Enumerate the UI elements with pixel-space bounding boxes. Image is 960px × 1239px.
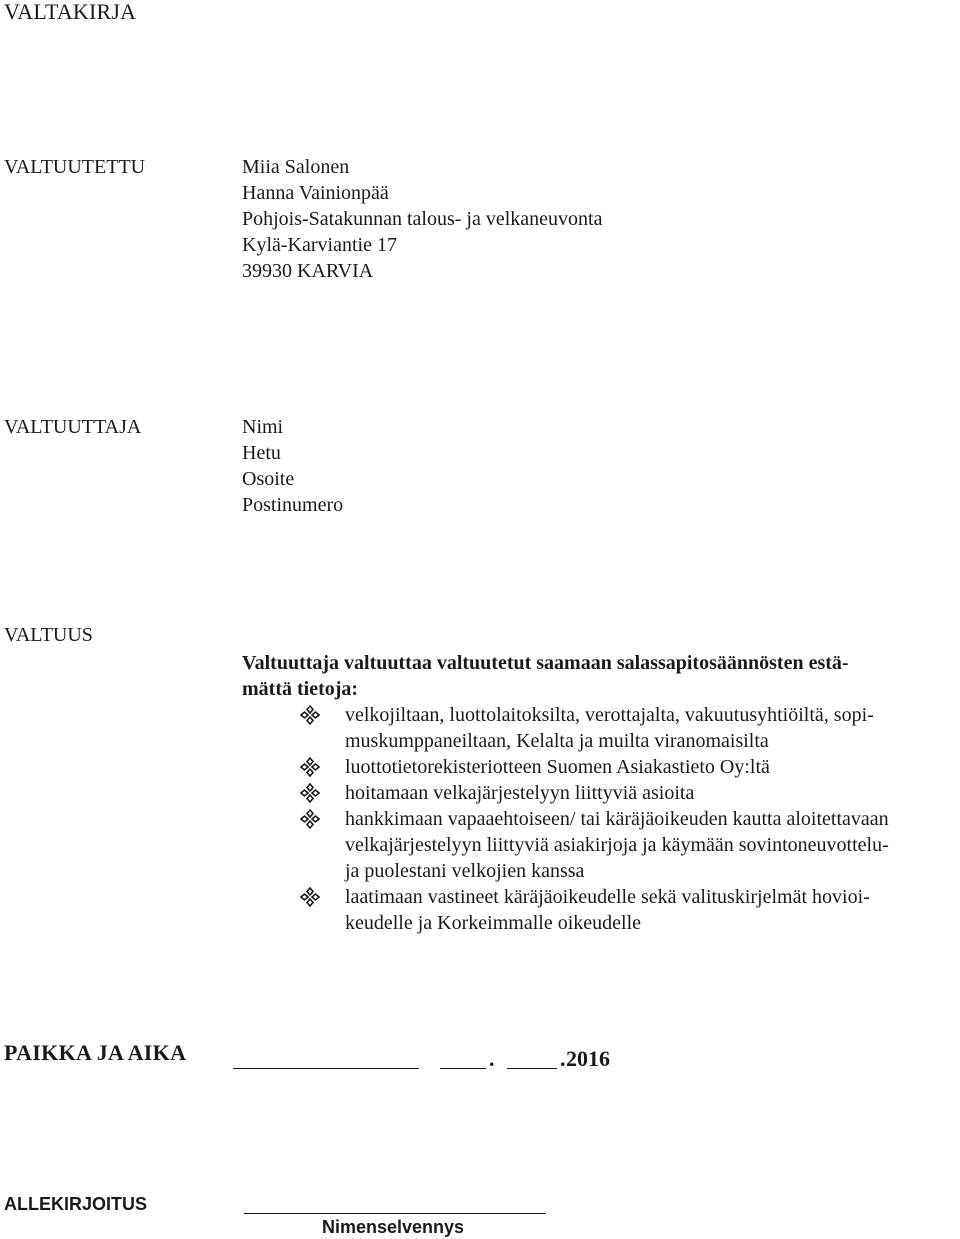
day-input-line[interactable] [440,1068,486,1069]
four-diamond-bullet-icon [300,887,320,907]
valtuutettu-line: Kylä-Karviantie 17 [242,234,397,256]
valtuutettu-line: 39930 KARVIA [242,260,374,282]
four-diamond-bullet-icon [300,809,320,829]
bullet-text-line: hankkimaan vapaaehtoiseen/ tai käräjäoikeuden kautta aloitettavaan [345,808,889,830]
valtuuttaja-label: VALTUUTTAJA [4,416,142,438]
place-date-label: PAIKKA JA AIKA [4,1040,187,1065]
bullet-text-line: ja puolestani velkojien kanssa [345,860,585,882]
valtuutettu-line: Hanna Vainionpää [242,182,389,204]
valtuuttaja-details [242,414,343,518]
valtuus-heading-line: Valtuuttaja valtuuttaa valtuutetut saamaan salassapitosäännösten estä- [242,652,849,674]
bullet-text-line: laatimaan vastineet käräjäoikeudelle sekä valituskirjelmät hovioi- [345,886,870,908]
bullet-text-line: velkojiltaan, luottolaitoksilta, verottajalta, vakuutusyhtiöiltä, sopi- [345,704,874,726]
list-item [300,780,889,806]
valtuuttaja-field-postal-code: Postinumero [242,494,344,516]
four-diamond-bullet-icon [300,783,320,803]
name-clarification-label: Nimenselvennys [322,1217,465,1237]
bullet-text-line: velkajärjestelyyn liittyviä asiakirjoja ja käymään sovintoneuvottelu- [345,834,889,856]
valtuutettu-label: VALTUUTETTU [4,156,146,178]
document-title: VALTAKIRJA [4,0,137,24]
list-item [300,702,889,754]
valtuus-heading-line: mättä tietoja: [242,678,359,700]
signature-line[interactable] [244,1213,546,1214]
bullet-text-line: muskumppaneiltaan, Kelalta ja muilta viranomaisilta [345,730,769,752]
valtuuttaja-field-name: Nimi [242,416,284,438]
valtuuttaja-field-hetu: Hetu [242,442,281,464]
bullet-text-line: keudelle ja Korkeimmalle oikeudelle [345,912,641,934]
valtuutettu-line: Miia Salonen [242,156,350,178]
date-separator: . [489,1046,495,1071]
valtuutettu-details [242,154,602,284]
signature-label: ALLEKIRJOITUS [4,1194,148,1214]
valtuus-bullet-list [300,702,889,936]
place-input-line[interactable] [233,1068,419,1069]
four-diamond-bullet-icon [300,705,320,725]
valtuutettu-line: Pohjois-Satakunnan talous- ja velkaneuvonta [242,208,603,230]
list-item [300,806,889,884]
valtuuttaja-field-address: Osoite [242,468,295,490]
valtuus-label: VALTUUS [4,624,93,646]
list-item [300,884,889,936]
year-text: 2016 [566,1046,610,1071]
bullet-text-line: hoitamaan velkajärjestelyyn liittyviä asioita [345,782,695,804]
date-separator: . [560,1046,566,1071]
valtuus-heading [242,650,849,702]
month-input-line[interactable] [507,1068,557,1069]
list-item [300,754,889,780]
bullet-text-line: luottotietorekisteriotteen Suomen Asiakastieto Oy:ltä [345,756,770,778]
four-diamond-bullet-icon [300,757,320,777]
